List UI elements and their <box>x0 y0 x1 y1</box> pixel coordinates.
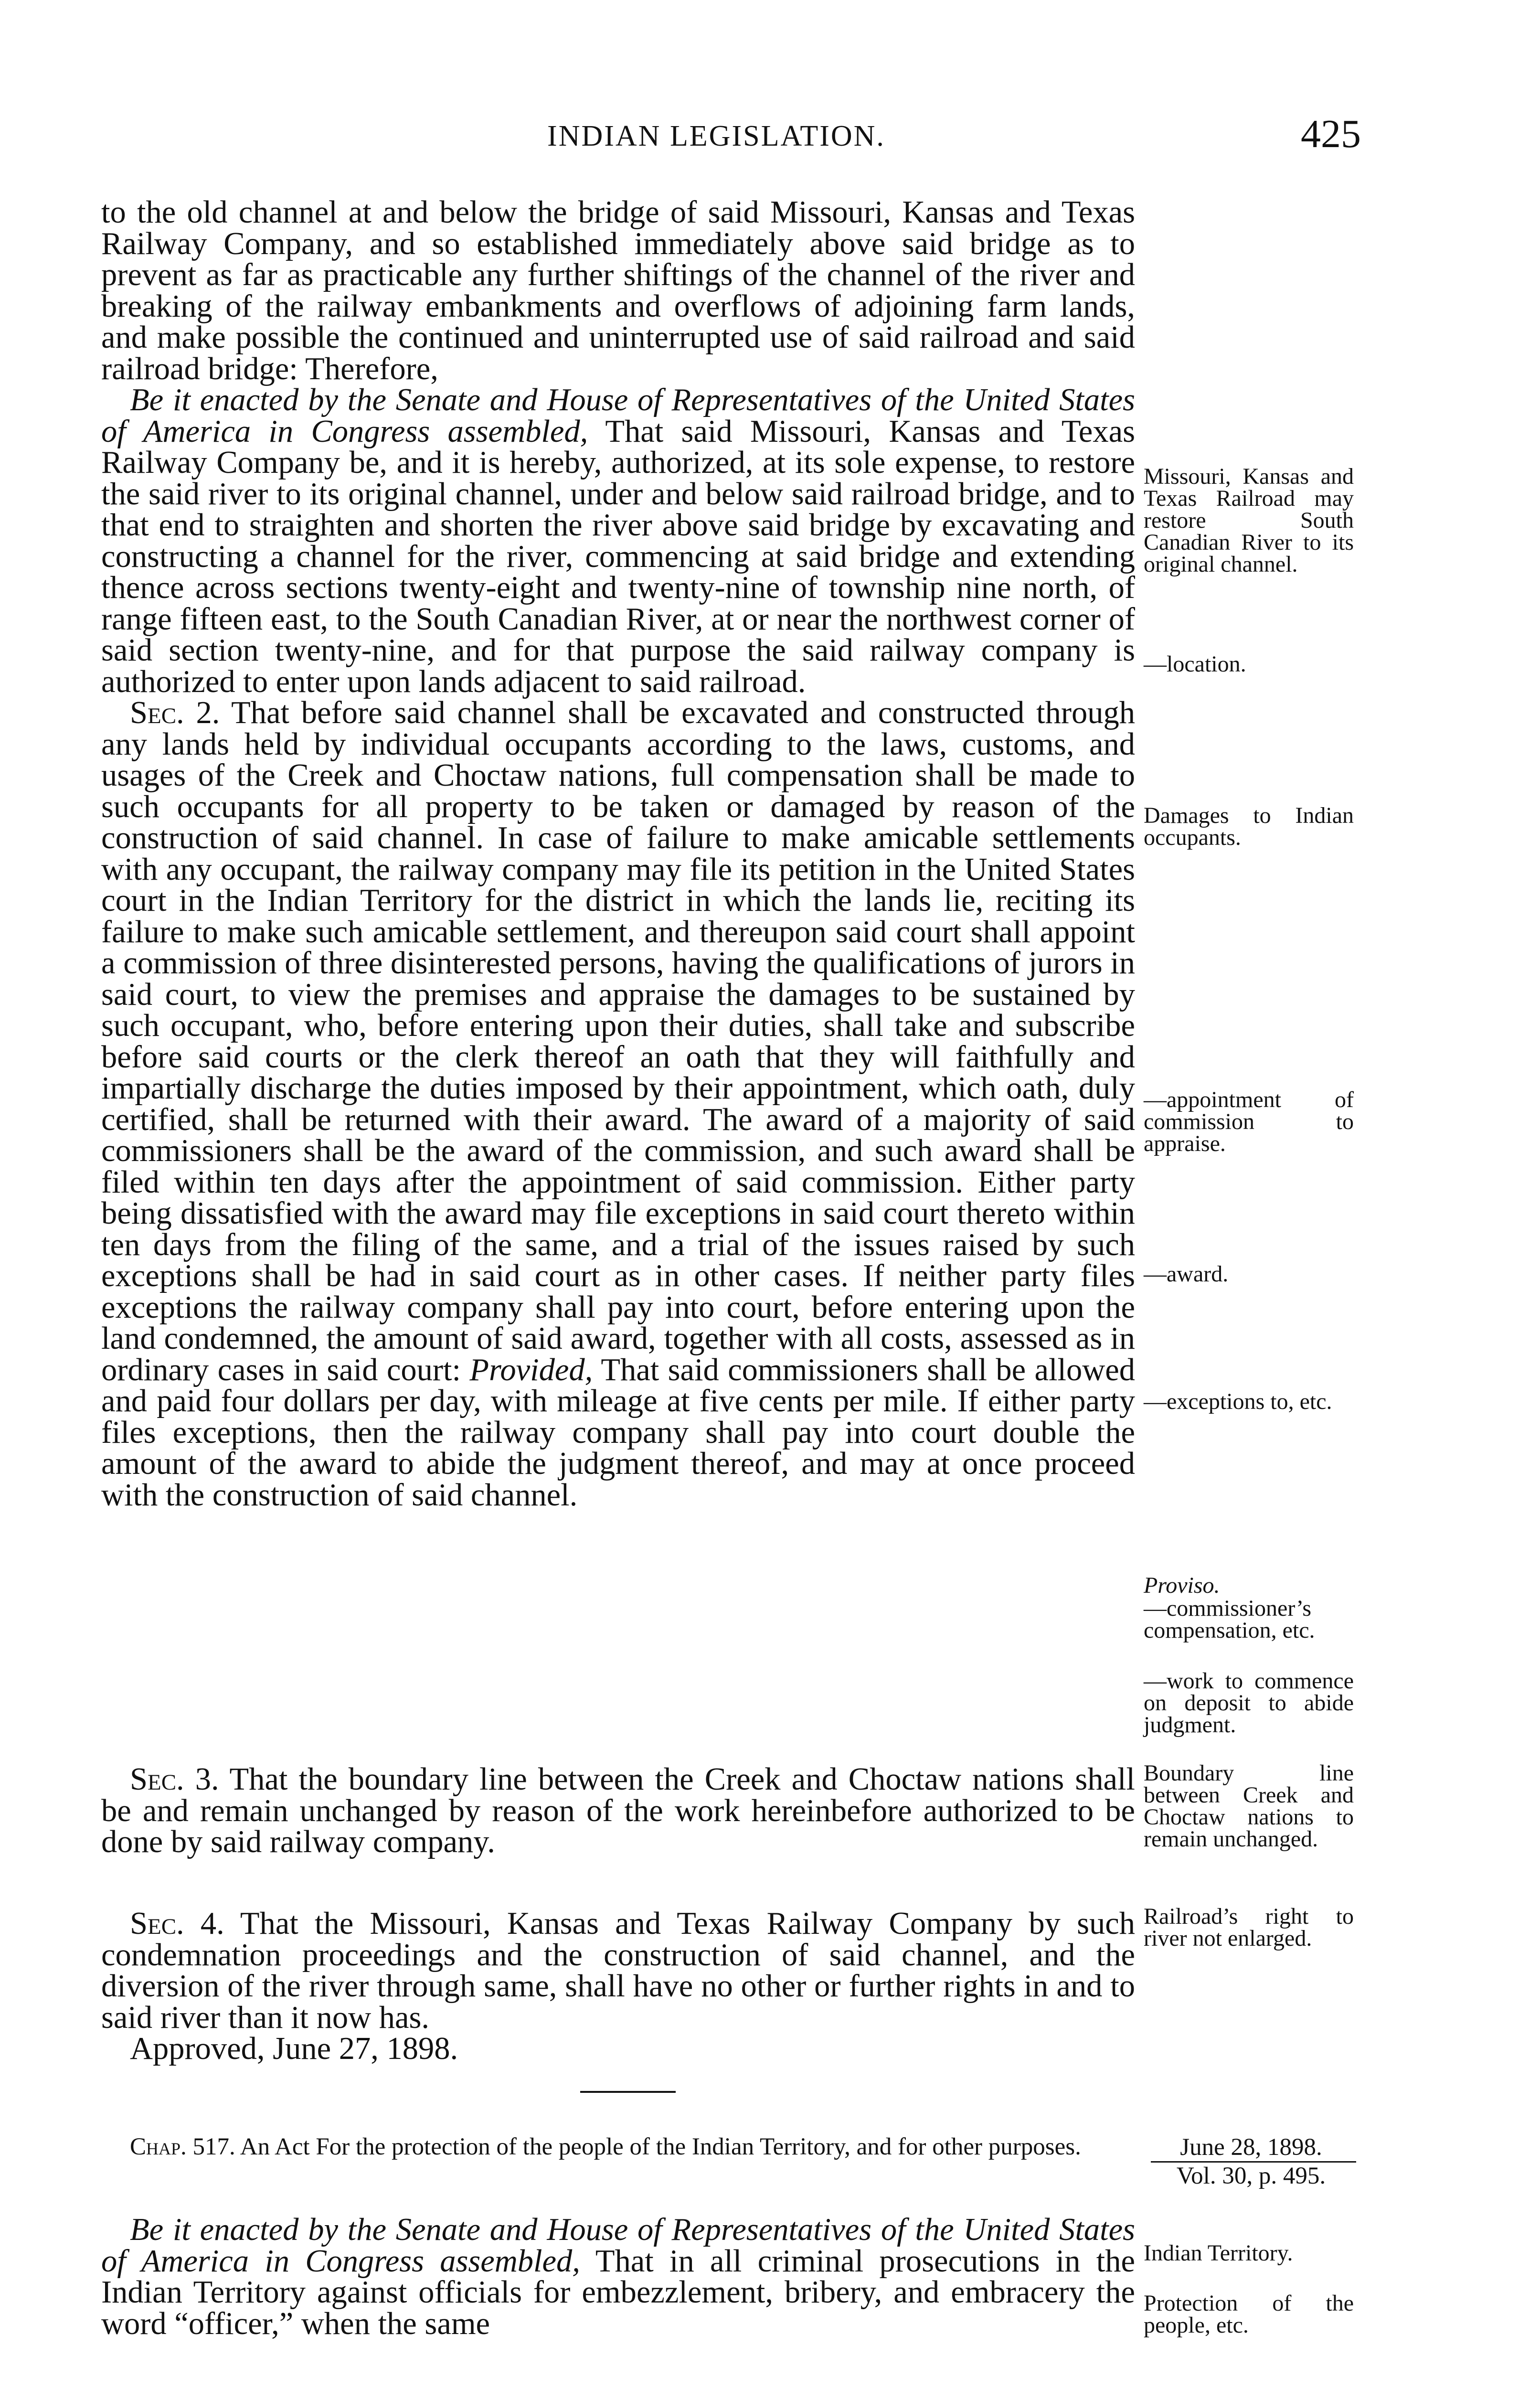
sec2-paragraph <box>101 697 1135 1511</box>
margin-note-rights: Railroad’s right to river not enlarged. <box>1144 1904 1354 1951</box>
chap-title: An Act For the protection of the people of the Indian Territory, and for other purposes. <box>240 2133 1081 2160</box>
margin-note-award: —award. <box>1144 1261 1229 1287</box>
margin-note-proviso: Proviso. <box>1144 1573 1220 1598</box>
chap-body <box>101 2214 1135 2339</box>
running-head: INDIAN LEGISLATION. <box>547 120 885 152</box>
margin-note-work: —work to commence on deposit to abide judgment. <box>1144 1668 1354 1738</box>
margin-note-location: —location. <box>1144 651 1246 677</box>
sec4-label: Sec. 4. <box>130 1906 224 1941</box>
sec3-block <box>101 1764 1135 1858</box>
margin-note-boundary: Boundary line between Creek and Choctaw nations to remain unchanged. <box>1144 1760 1354 1852</box>
margin-note-protection: Protection of the people, etc. <box>1144 2291 1354 2338</box>
sec2-proviso-text: That said commissioners shall be allowed and paid four dollars per day, with mileage at five cents per mile. If either party files exceptions, then the railway company shall pay into court double the amount of the award to abide the judgment thereof, and may at once proceed with the construction of said channel. <box>101 1352 1135 1513</box>
margin-note-damages: Damages to Indian occupants. <box>1144 803 1354 850</box>
sec4-text: That the Missouri, Kansas and Texas Railway Company by such condemnation proceedings and the construction of said channel, and the diversion of the river through same, shall have no other or further rights in and to said river than it now has. <box>101 1906 1135 2035</box>
chap-date: June 28, 1898. <box>1180 2134 1322 2161</box>
approved-line: Approved, June 27, 1898. <box>130 2031 458 2066</box>
margin-note-exceptions: —exceptions to, etc. <box>1144 1389 1332 1414</box>
preamble-and-sec1 <box>101 197 1135 1511</box>
chap-text: That in all criminal prosecutions in the Indian Territory against officials for embezzlement, bribery, and embracery the word “officer,” when the same <box>101 2243 1135 2341</box>
sec3-paragraph <box>101 1764 1135 1858</box>
margin-note-indian-territory: Indian Territory. <box>1144 2240 1293 2266</box>
margin-note-appointment: —appointment of commission to appraise. <box>1144 1087 1354 1156</box>
chapter-heading <box>101 2135 1133 2159</box>
section-divider <box>580 2091 676 2093</box>
proviso-word: Provided, <box>469 1352 593 1387</box>
sec3-text: That the boundary line between the Creek and Choctaw nations shall be and remain unchanged by reason of the work hereinbefore authorized to be done by said railway company. <box>101 1762 1135 1859</box>
margin-note-compensation: —commissioner’s compensation, etc. <box>1144 1596 1315 1643</box>
enacting-clause-2: Be it enacted by the Senate and House of Representatives of the United States of America in Congress assembled, <box>101 2212 1135 2279</box>
enacting-paragraph <box>101 384 1135 697</box>
sec2-label: Sec. 2. <box>130 695 220 730</box>
enacting-clause: Be it enacted by the Senate and House of Representatives of the United States of America in Congress assembled, <box>101 383 1135 449</box>
sec1-text: That said Missouri, Kansas and Texas Railway Company be, and it is hereby, authorized, at its sole expense, to restore the said river to its original channel, under and below said railroad bridge, and to that end to straighten and shorten the river above said bridge by excavating and constructing a channel for the river, commencing at said bridge and extending thence across sections twenty-eight and twenty-nine of township nine north, of range fifteen east, to the South Canadian River, at or near the northwest corner of said section twenty-nine, and for that purpose the said railway company is authorized to enter upon lands adjacent to said railroad. <box>101 414 1135 699</box>
preamble-text: to the old channel at and below the bridge of said Missouri, Kansas and Texas Railway Company, and so established immediately above said bridge as to prevent as far as practicable any further shiftings of the channel of the river and breaking of the railway embankments and overflows of adjoining farm lands, and make possible the continued and uninterrupted use of said railroad and said railroad bridge: Therefore, <box>101 195 1135 386</box>
sec3-label: Sec. 3. <box>130 1762 219 1797</box>
sec4-block <box>101 1908 1135 2065</box>
page-number: 425 <box>1301 112 1361 156</box>
chap-enacting-paragraph <box>101 2214 1135 2339</box>
chap-volume: Vol. 30, p. 495. <box>1176 2163 1326 2189</box>
margin-note-restore: Missouri, Kansas and Texas Railroad may restore South Canadian River to its original channel. <box>1144 464 1354 577</box>
sec2-text: That before said channel shall be excavated and constructed through any lands held by individual occupants according to the laws, customs, and usages of the Creek and Choctaw nations, full compensation shall be made to such occupants for all property to be taken or damaged by reason of the construction of said channel. In case of failure to make amicable settlements with any occupant, the railway company may file its petition in the United States court in the Indian Territory for the district in which the lands lie, reciting its failure to make such amicable settlement, and thereupon said court shall appoint a commission of three disinterested persons, having the qualifications of jurors in said court, to view the premises and appraise the damages to be sustained by such occupant, who, before entering upon their duties, shall take and subscribe before said courts or the clerk thereof an oath that they will faithfully and impartially discharge the duties imposed by their appointment, which oath, duly certified, shall be returned with their award. The award of a majority of said commissioners shall be the award of the commission, and such award shall be filed within ten days after the appointment of said commission. Either party being dissatisfied with the award may file exceptions in said court thereto within ten days from the filing of the same, and a trial of the issues raised by such exceptions shall be had in said court as in other cases. If neither party files exceptions the railway company shall pay into court, before entering upon the land condemned, the amount of said award, together with all costs, assessed as in ordinary cases in said court: <box>101 695 1135 1387</box>
sec4-paragraph <box>101 1908 1135 2033</box>
chap-label: Chap. 517. <box>130 2133 235 2160</box>
